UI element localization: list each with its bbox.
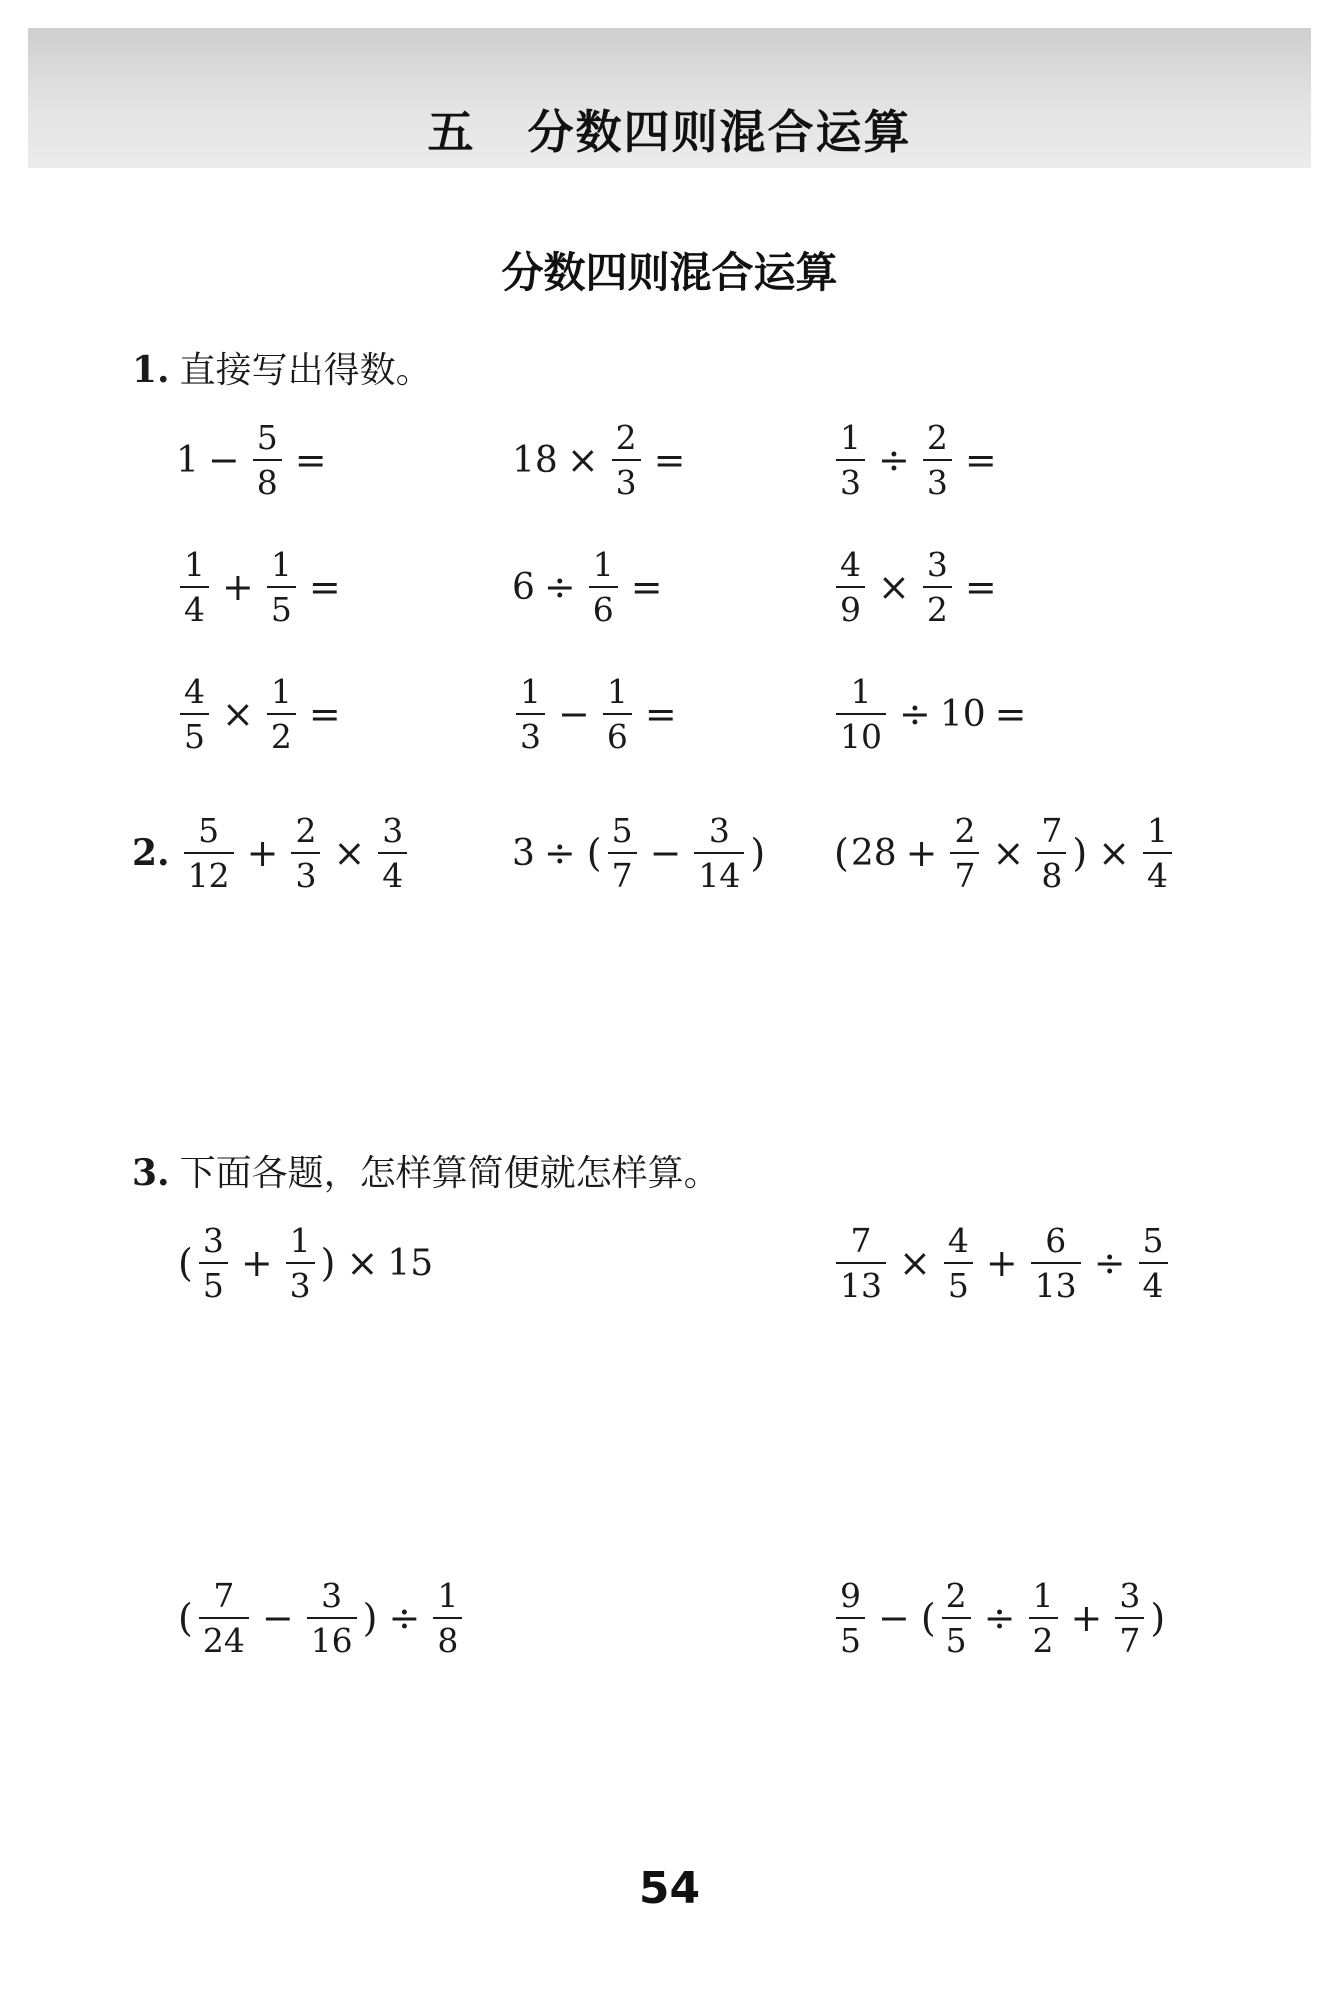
fraction-denominator: 24	[199, 1617, 249, 1657]
fraction	[1031, 1221, 1081, 1305]
q1-item-6	[832, 537, 1006, 637]
operator: ×	[878, 565, 910, 609]
fraction	[836, 1221, 886, 1305]
fraction-denominator: 12	[184, 852, 234, 892]
fraction-denominator: 3	[291, 852, 320, 892]
fraction-denominator: 13	[836, 1262, 886, 1302]
number: 1	[176, 439, 199, 481]
fraction	[267, 545, 296, 629]
fraction	[608, 811, 637, 895]
parenthesis: (	[834, 831, 849, 875]
operator: ×	[333, 831, 366, 875]
fraction-numerator: 2	[295, 811, 317, 850]
fraction-numerator: 3	[382, 811, 404, 850]
fraction-numerator: 1	[606, 672, 628, 711]
fraction	[923, 545, 952, 629]
parenthesis: (	[178, 1241, 193, 1285]
fraction-denominator: 2	[1029, 1617, 1058, 1657]
operator: =	[308, 565, 341, 609]
fraction-denominator: 10	[836, 713, 886, 753]
lesson-title: 分数四则混合运算	[501, 248, 838, 297]
fraction-denominator: 6	[603, 713, 632, 753]
fraction-numerator: 4	[947, 1221, 969, 1260]
operator: =	[653, 438, 686, 482]
number: 15	[387, 1242, 434, 1284]
fraction	[836, 672, 886, 756]
fraction	[199, 1221, 228, 1305]
fraction-denominator: 4	[1139, 1262, 1168, 1302]
fraction-numerator: 9	[840, 1576, 861, 1615]
fraction	[267, 672, 296, 756]
fraction-numerator: 7	[1041, 811, 1063, 850]
fraction-numerator: 1	[270, 545, 292, 584]
fraction-numerator: 1	[520, 672, 541, 711]
fraction	[1143, 811, 1172, 895]
fraction	[836, 418, 865, 502]
fraction-numerator: 4	[840, 545, 861, 584]
fraction-denominator: 16	[307, 1617, 357, 1657]
fraction-denominator: 9	[836, 586, 865, 626]
fraction-denominator: 5	[944, 1262, 973, 1302]
question-3-heading	[132, 1145, 720, 1196]
fraction	[836, 1576, 865, 1660]
parenthesis: )	[362, 1596, 378, 1640]
q1-item-4	[176, 537, 350, 637]
number: 10	[939, 693, 986, 735]
fraction-numerator: 2	[926, 418, 948, 457]
operator: ×	[222, 692, 254, 736]
q1-item-1	[176, 410, 336, 510]
operator: ÷	[878, 438, 910, 482]
operator: ÷	[899, 692, 931, 736]
operator: =	[964, 565, 997, 609]
q1-item-9	[832, 664, 1036, 764]
parenthesis: (	[920, 1596, 936, 1640]
fraction	[516, 672, 545, 756]
fraction-numerator: 1	[184, 545, 205, 584]
fraction-denominator: 2	[923, 586, 952, 626]
fraction-numerator: 7	[213, 1576, 235, 1615]
question-3-number: 3.	[132, 1152, 170, 1194]
fraction	[433, 1576, 462, 1660]
fraction-denominator: 5	[942, 1617, 971, 1657]
parenthesis: (	[586, 831, 602, 875]
number: 18	[512, 439, 558, 481]
fraction-denominator: 3	[516, 713, 545, 753]
operator: ×	[992, 831, 1025, 875]
q1-item-7	[176, 664, 350, 764]
fraction	[286, 1221, 315, 1305]
question-1-heading	[132, 342, 432, 393]
fraction	[589, 545, 618, 629]
number: 6	[512, 566, 535, 608]
question-3-instruction: 下面各题，怎样算简便就怎样算。	[179, 1153, 720, 1194]
fraction	[1029, 1576, 1058, 1660]
question-1-instruction: 直接写出得数。	[179, 350, 432, 391]
fraction-numerator: 3	[926, 545, 948, 584]
operator: −	[207, 438, 240, 482]
fraction	[253, 418, 282, 502]
number: 28	[850, 832, 897, 874]
fraction	[184, 811, 234, 895]
fraction-numerator: 3	[321, 1576, 343, 1615]
fraction	[180, 672, 209, 756]
fraction-numerator: 1	[1147, 811, 1168, 850]
fraction	[612, 418, 641, 502]
fraction	[923, 418, 952, 502]
fraction-numerator: 5	[1142, 1221, 1164, 1260]
fraction	[180, 545, 209, 629]
operator: +	[1070, 1596, 1103, 1640]
chapter-title	[0, 96, 1339, 162]
fraction-numerator: 5	[198, 811, 220, 850]
fraction-numerator: 1	[289, 1221, 311, 1260]
fraction-numerator: 5	[611, 811, 633, 850]
operator: =	[294, 438, 327, 482]
chapter-number: 五	[427, 105, 476, 159]
operator: ×	[1098, 831, 1130, 875]
fraction-denominator: 7	[1115, 1617, 1144, 1657]
fraction-denominator: 5	[836, 1617, 865, 1657]
fraction-denominator: 6	[589, 586, 618, 626]
fraction	[1037, 811, 1066, 895]
operator: =	[308, 692, 341, 736]
fraction-denominator: 8	[253, 459, 282, 499]
operator: ÷	[543, 831, 576, 875]
operator: ×	[566, 438, 599, 482]
q2-item-2	[512, 803, 767, 903]
fraction	[603, 672, 632, 756]
fraction-denominator: 8	[1037, 852, 1066, 892]
parenthesis: )	[1072, 831, 1088, 875]
fraction-denominator: 7	[950, 852, 979, 892]
fraction-denominator: 8	[433, 1617, 462, 1657]
operator: =	[630, 565, 663, 609]
operator: −	[261, 1596, 294, 1640]
fraction-numerator: 6	[1045, 1221, 1067, 1260]
operator: ÷	[983, 1596, 1016, 1640]
fraction	[1139, 1221, 1168, 1305]
chapter-name: 分数四则混合运算	[527, 105, 912, 159]
fraction	[199, 1576, 249, 1660]
operator: +	[240, 1241, 273, 1285]
fraction-denominator: 4	[378, 852, 407, 892]
fraction-numerator: 1	[592, 545, 614, 584]
operator: +	[905, 831, 938, 875]
fraction-numerator: 3	[202, 1221, 224, 1260]
operator: −	[558, 692, 590, 736]
fraction-denominator: 5	[180, 713, 209, 753]
fraction-numerator: 1	[840, 418, 861, 457]
q2-item-3	[832, 803, 1176, 903]
fraction-numerator: 2	[945, 1576, 967, 1615]
fraction-numerator: 5	[256, 418, 278, 457]
fraction-denominator: 3	[923, 459, 952, 499]
fraction-numerator: 3	[708, 811, 730, 850]
operator: −	[649, 831, 682, 875]
parenthesis: )	[750, 831, 766, 875]
fraction-numerator: 1	[850, 672, 872, 711]
fraction	[694, 811, 744, 895]
fraction	[291, 811, 320, 895]
fraction-denominator: 14	[694, 852, 744, 892]
fraction	[1115, 1576, 1144, 1660]
question-1-number: 1.	[132, 349, 170, 391]
page-number: 54	[638, 1863, 701, 1914]
fraction	[307, 1576, 357, 1660]
question-2-number: 2.	[132, 832, 170, 874]
q1-item-3	[832, 410, 1006, 510]
q1-item-2	[512, 410, 695, 510]
fraction-denominator: 13	[1031, 1262, 1081, 1302]
operator: ÷	[1093, 1241, 1126, 1285]
fraction-denominator: 5	[267, 586, 296, 626]
fraction-numerator: 1	[1032, 1576, 1054, 1615]
fraction	[836, 545, 865, 629]
fraction-denominator: 3	[286, 1262, 315, 1302]
operator: ×	[346, 1241, 379, 1285]
fraction-denominator: 3	[612, 459, 641, 499]
operator: +	[246, 831, 279, 875]
number: 3	[512, 832, 535, 874]
fraction	[944, 1221, 973, 1305]
fraction-denominator: 5	[199, 1262, 228, 1302]
operator: ÷	[388, 1596, 421, 1640]
q3-item-1	[176, 1213, 433, 1313]
q1-item-5	[512, 537, 672, 637]
fraction	[950, 811, 979, 895]
fraction-numerator: 2	[954, 811, 976, 850]
fraction	[942, 1576, 971, 1660]
parenthesis: (	[178, 1596, 193, 1640]
q2-item-1	[132, 803, 411, 903]
fraction-denominator: 3	[836, 459, 865, 499]
operator: ×	[899, 1241, 931, 1285]
fraction-numerator: 3	[1119, 1576, 1141, 1615]
fraction-numerator: 7	[850, 1221, 872, 1260]
fraction-numerator: 1	[270, 672, 292, 711]
fraction-numerator: 4	[184, 672, 205, 711]
operator: ÷	[543, 565, 576, 609]
parenthesis: )	[320, 1241, 336, 1285]
operator: −	[878, 1596, 910, 1640]
q2-expression-1	[180, 811, 412, 895]
q3-item-3	[176, 1568, 466, 1668]
parenthesis: )	[1150, 1596, 1166, 1640]
operator: +	[222, 565, 254, 609]
fraction-denominator: 7	[608, 852, 637, 892]
fraction-numerator: 1	[437, 1576, 459, 1615]
operator: =	[964, 438, 997, 482]
q1-item-8	[512, 664, 686, 764]
fraction-denominator: 2	[267, 713, 296, 753]
fraction	[378, 811, 407, 895]
operator: =	[644, 692, 677, 736]
operator: =	[994, 692, 1027, 736]
fraction-numerator: 2	[615, 418, 637, 457]
q3-item-2	[832, 1213, 1172, 1313]
fraction-denominator: 4	[1143, 852, 1172, 892]
fraction-denominator: 4	[180, 586, 209, 626]
q3-item-4	[832, 1568, 1167, 1668]
operator: +	[985, 1241, 1018, 1285]
